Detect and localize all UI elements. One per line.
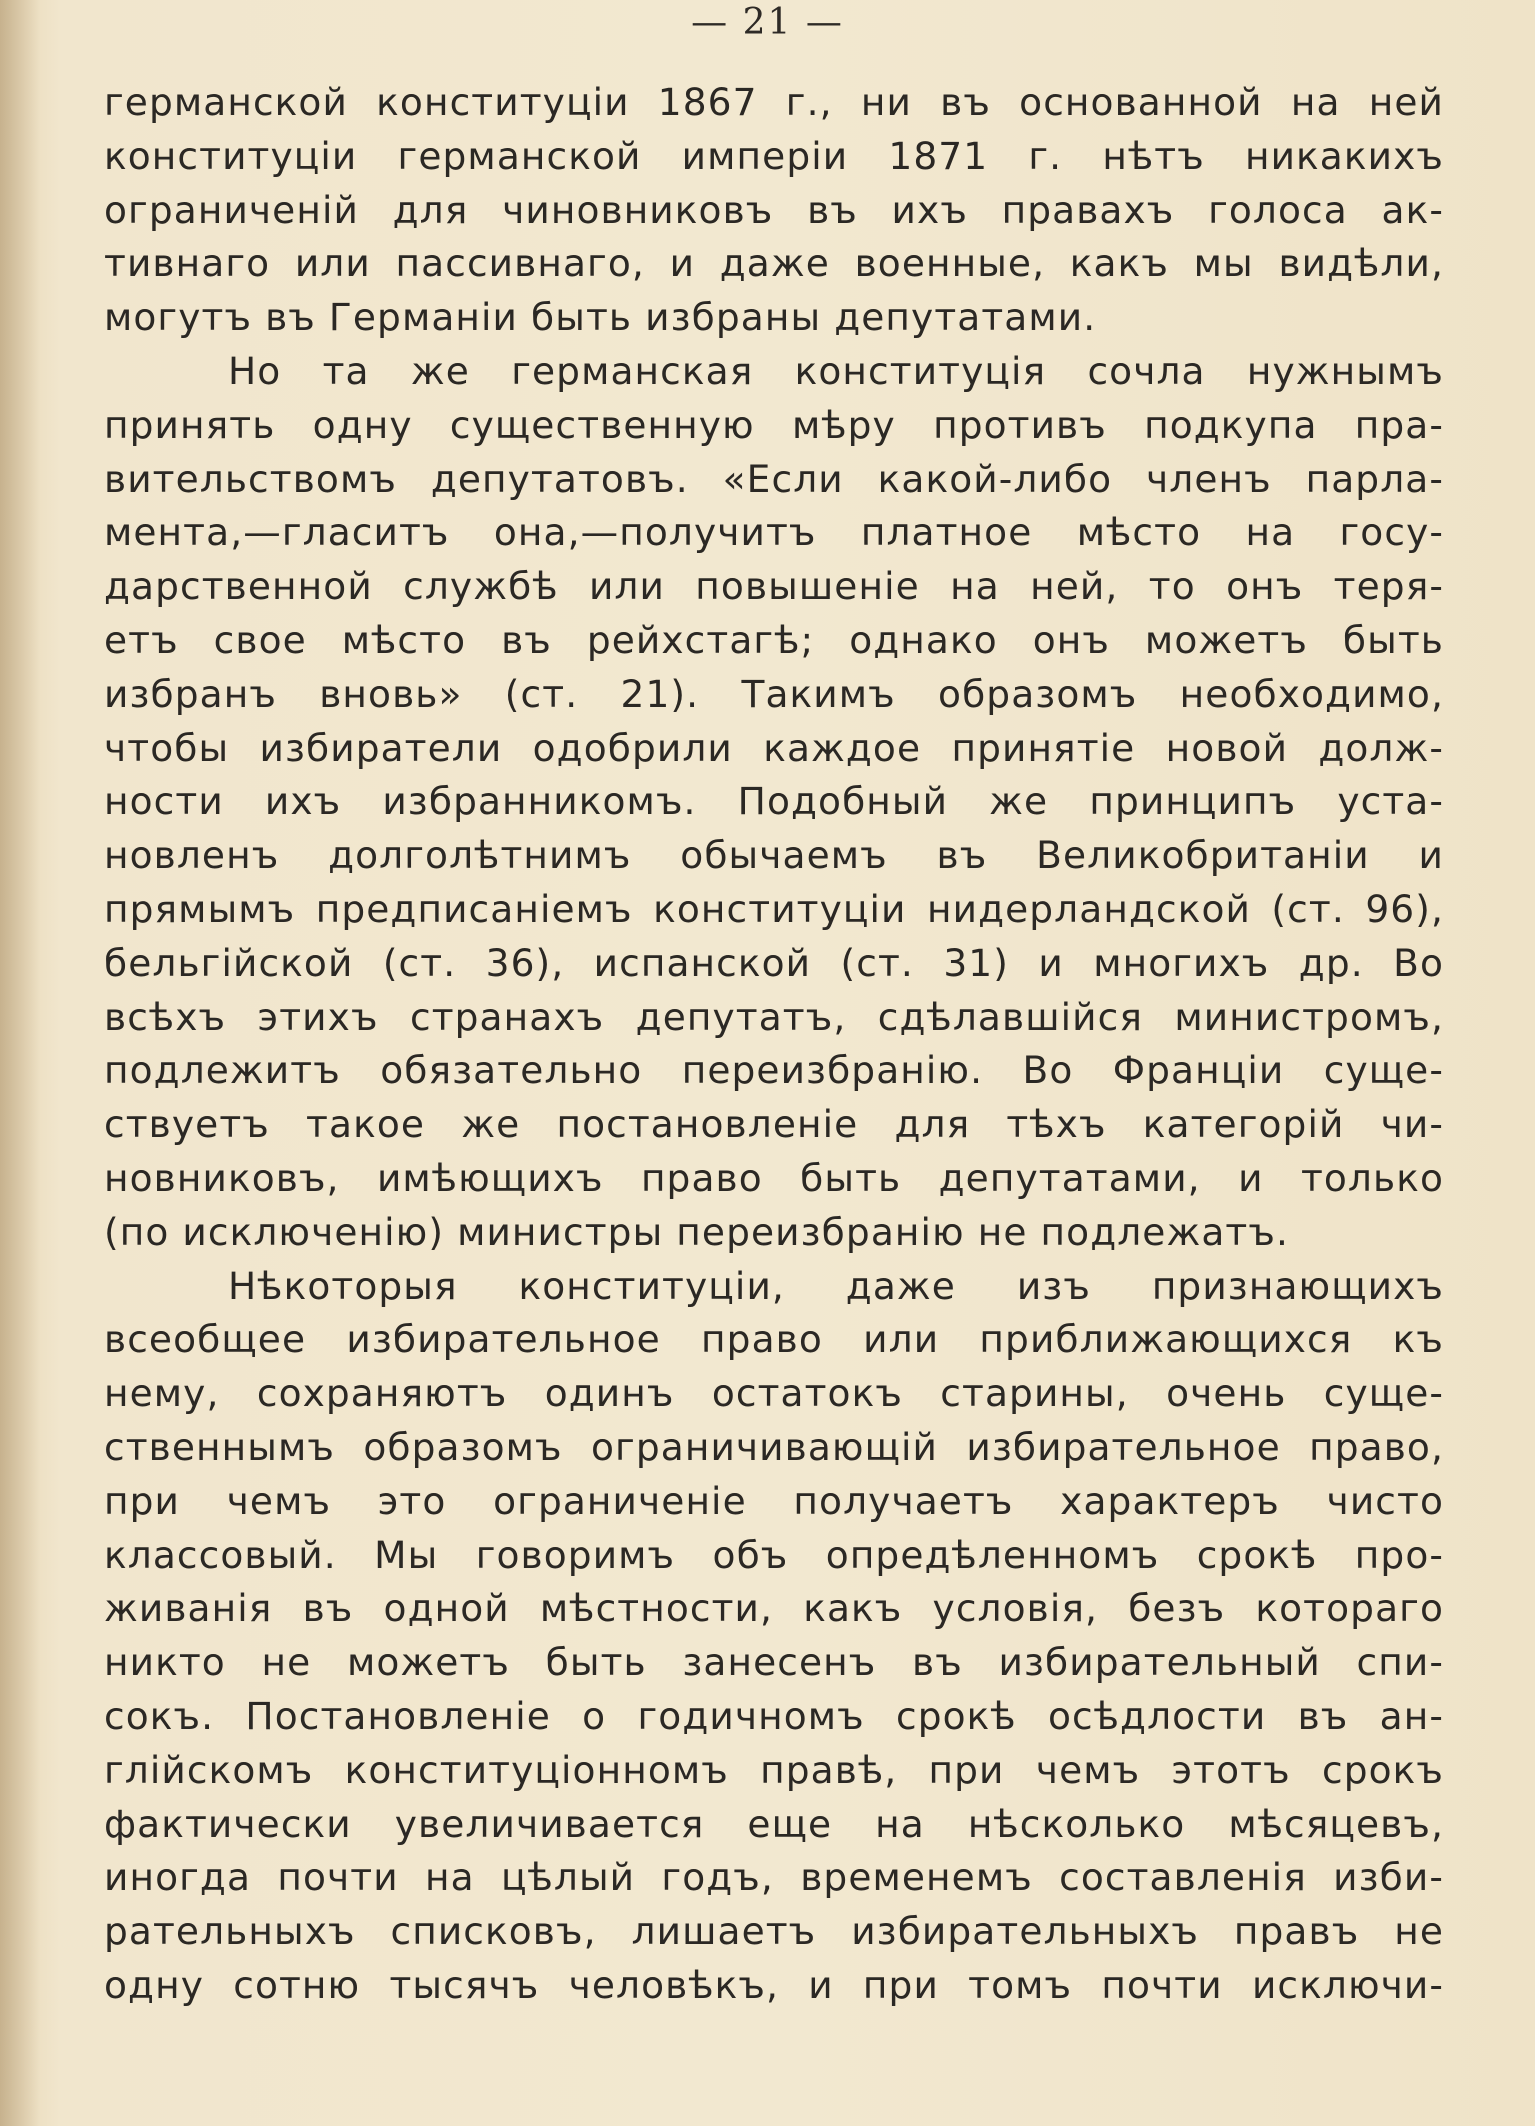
text-line: бельгійской (ст. 36), испанской (ст. 31) и многихъ др. Во xyxy=(104,940,1444,985)
spine-shadow xyxy=(0,0,40,2126)
text-line: мента,—гласитъ она,—получитъ платное мѣсто на госу- xyxy=(104,510,1444,555)
page-number: — 21 — xyxy=(691,2,844,43)
text-line: тивнаго или пассивнаго, и даже военные, какъ мы видѣли, xyxy=(104,241,1444,286)
text-line: прямымъ предписаніемъ конституціи нидерландской (ст. 96), xyxy=(104,886,1444,931)
text-line: Нѣкоторыя конституціи, даже изъ признающихъ xyxy=(228,1263,1444,1308)
text-line: ности ихъ избранникомъ. Подобный же принципъ уста- xyxy=(104,779,1444,824)
text-line: никто не можетъ быть занесенъ въ избирательный спи- xyxy=(104,1640,1444,1685)
text-line: ограниченій для чиновниковъ въ ихъ правахъ голоса ак- xyxy=(104,187,1444,232)
text-line: германской конституціи 1867 г., ни въ основанной на ней xyxy=(104,80,1444,124)
text-line: всеобщее избирательное право или приближающихся къ xyxy=(104,1317,1444,1362)
text-line: всѣхъ этихъ странахъ депутатъ, сдѣлавшійся министромъ, xyxy=(104,994,1444,1039)
text-line: новниковъ, имѣющихъ право быть депутатами, и только xyxy=(104,1155,1444,1200)
text-line: одну сотню тысячъ человѣкъ, и при томъ почти исключи- xyxy=(104,1962,1444,2007)
text-line: (по исключенію) министры переизбранію не подлежатъ. xyxy=(104,1209,1289,1254)
text-line: подлежитъ обязательно переизбранію. Во Франціи суще- xyxy=(104,1048,1444,1093)
text-line: при чемъ это ограниченіе получаетъ характеръ чисто xyxy=(104,1478,1444,1523)
text-line: избранъ вновь» (ст. 21). Такимъ образомъ необходимо, xyxy=(104,671,1444,716)
text-line: живанія въ одной мѣстности, какъ условія, безъ котораго xyxy=(104,1586,1444,1631)
text-line: новленъ долголѣтнимъ обычаемъ въ Великобританіи и xyxy=(104,833,1444,878)
text-line: дарственной службѣ или повышеніе на ней, то онъ теря- xyxy=(104,564,1444,609)
text-line: принять одну существенную мѣру противъ подкупа пра- xyxy=(104,402,1444,447)
text-line: ственнымъ образомъ ограничивающій избирательное право, xyxy=(104,1424,1444,1469)
body-text xyxy=(104,76,1444,2013)
text-line: фактически увеличивается еще на нѣсколько мѣсяцевъ, xyxy=(104,1801,1444,1846)
text-line: классовый. Мы говоримъ объ опредѣленномъ срокѣ про- xyxy=(104,1532,1444,1577)
text-line: рательныхъ списковъ, лишаетъ избирательныхъ правъ не xyxy=(104,1909,1444,1954)
text-line: глійскомъ конституціонномъ правѣ, при чемъ этотъ срокъ xyxy=(104,1747,1444,1792)
text-line: ствуетъ такое же постановленіе для тѣхъ категорій чи- xyxy=(104,1102,1444,1147)
text-line: етъ свое мѣсто въ рейхстагѣ; однако онъ можетъ быть xyxy=(104,617,1444,662)
text-line: вительствомъ депутатовъ. «Если какой-либо членъ парла- xyxy=(104,456,1444,501)
text-line: конституціи германской имперіи 1871 г. нѣтъ никакихъ xyxy=(104,133,1444,178)
text-line: Но та же германская конституція сочла нужнымъ xyxy=(228,348,1444,393)
text-line: могутъ въ Германіи быть избраны депутатами. xyxy=(104,295,1097,340)
text-line: нему, сохраняютъ одинъ остатокъ старины, очень суще- xyxy=(104,1371,1444,1416)
text-line: сокъ. Постановленіе о годичномъ срокѣ осѣдлости въ ан- xyxy=(104,1693,1444,1738)
text-line: чтобы избиратели одобрили каждое принятіе новой долж- xyxy=(104,725,1444,770)
text-line: иногда почти на цѣлый годъ, временемъ составленія изби- xyxy=(104,1855,1444,1900)
